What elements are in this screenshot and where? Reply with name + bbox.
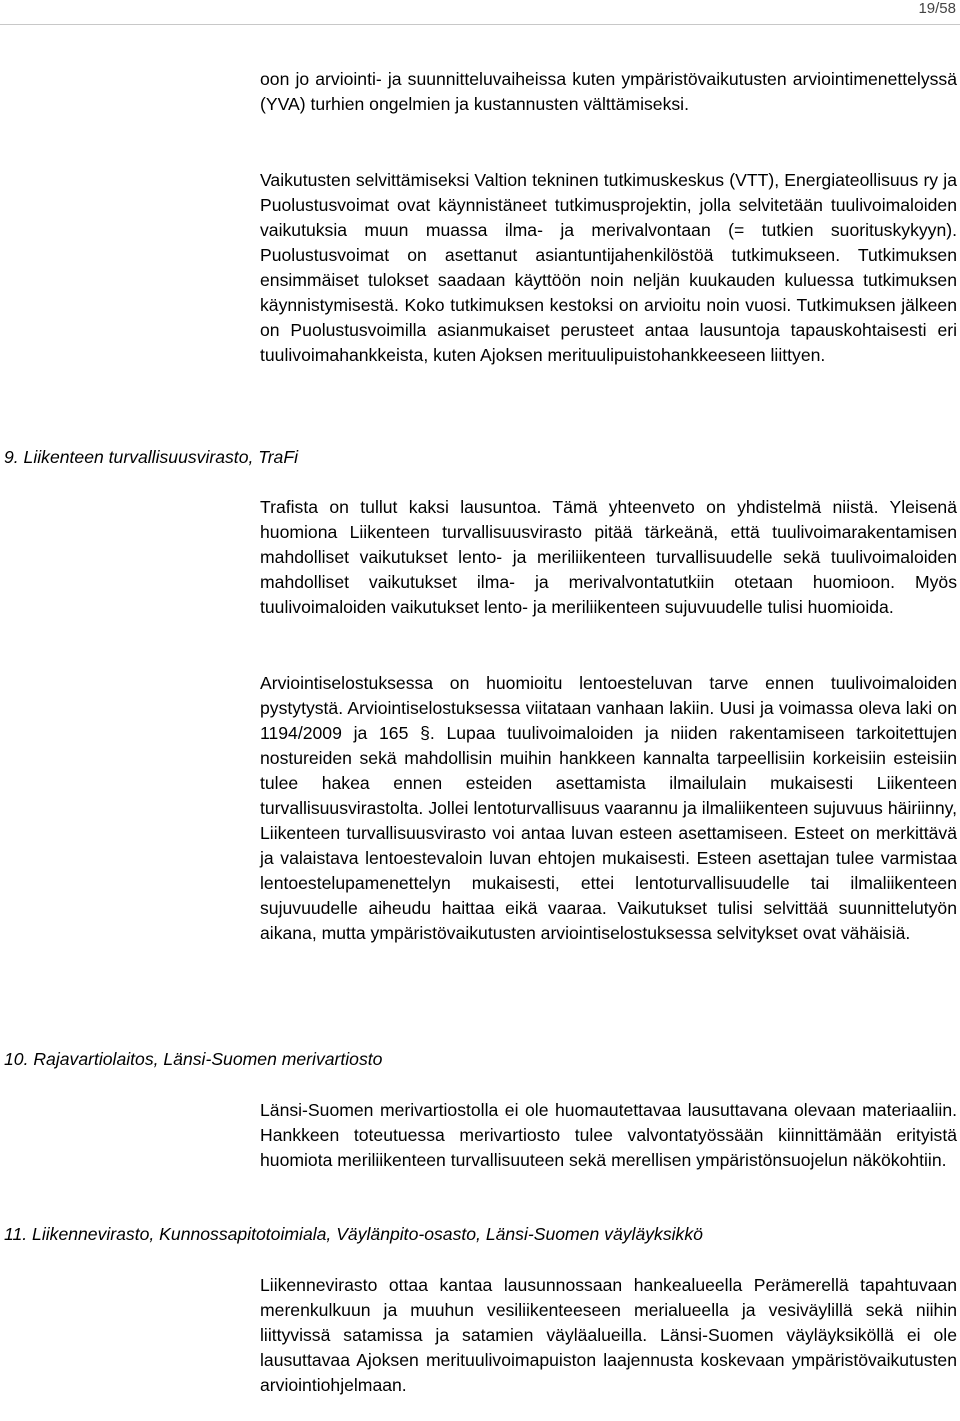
section-heading-trafi: 9. Liikenteen turvallisuusvirasto, TraFi (4, 447, 298, 467)
section-heading-transport-agency: 11. Liikennevirasto, Kunnossapitotoimiala, Väylänpito-osasto, Länsi-Suomen väyläyksikkö (4, 1224, 703, 1244)
header-divider (0, 24, 960, 25)
paragraph-obstacle-permit: Arviointiselostuksessa on huomioitu lentoesteluvan tarve ennen tuulivoimaloiden pystytystä. Arviointiselostuksessa viitataan vanhaan lakiin. Uusi ja voimassa oleva laki on 1194/2009 ja 165 §. Lupaa tuulivoimaloiden ja niiden rakentamiseen tarkoitettujen nostureiden sekä mahdollisin muihin hankkeen kannalta tarpeellisiin korkeisiin esteisiin tulee hakea ennen esteiden asettamista ilmailulain mukaisesti Liikenteen turvallisuusvirastolta. Jollei lentoturvallisuus vaarannu ja ilmaliikenteen sujuvuus häiriinny, Liikenteen turvallisuusvirasto voi antaa luvan esteen asettamiseen. Esteet on merkittävä ja valaistava lentoestevaloin luvan ehtojen mukaisesti. Esteen asettajan tulee varmistaa lentoestelupamenettelyn mukaisesti, ettei lentoturvallisuudelle tai ilmaliikenteen sujuvuudelle aiheudu haittaa eikä vaaraa. Vaikutukset tulisi selvittää suunnittelutyön aikana, mutta ympäristövaikutusten arviointiselostuksessa selvitykset ovat vähäisiä. (260, 673, 957, 943)
paragraph-coast-guard: Länsi-Suomen merivartiostolla ei ole huomautettavaa lausuttavana olevaan materiaaliin. Hankkeen toteutuessa merivartiosto tulee valvontatyössään kiinnittämään erityistä huomiota meriliikenteen turvallisuuteen sekä merellisen ympäristönsuojelun näkökohtiin. (260, 1100, 957, 1170)
page-number: 19/58 (918, 0, 956, 17)
section-heading-border-guard: 10. Rajavartiolaitos, Länsi-Suomen merivartiosto (4, 1049, 383, 1069)
paragraph-trafi-statements: Trafista on tullut kaksi lausuntoa. Tämä yhteenveto on yhdistelmä niistä. Yleisenä huomiona Liikenteen turvallisuusvirasto pitää tärkeänä, että tuulivoimarakentamisen mahdolliset vaikutukset lento- ja meriliikenteen turvallisuudelle sekä tuulivoimaloiden mahdolliset vaikutukset ilma- ja merivalvontatutkiin otetaan huomioon. Myös tuulivoimaloiden vaikutukset lento- ja meriliikenteen sujuvuudelle tulisi huomioida. (260, 497, 957, 617)
paragraph-yva-continuation: oon jo arviointi- ja suunnitteluvaiheissa kuten ympäristövaikutusten arviointimenettelyssä (YVA) turhien ongelmien ja kustannusten välttämiseksi. (260, 69, 957, 114)
paragraph-transport-agency: Liikennevirasto ottaa kantaa lausunnossaan hankealueella Perämerellä tapahtuvaan merenkulkuun ja muuhun vesiliikenteeseen merialueella ja vesiväylillä sekä niihin liittyvissä satamissa ja satamien väyläalueilla. Länsi-Suomen väyläyksiköllä ei ole lausuttavaa Ajoksen merituulivoimapuiston laajennusta koskevaan ympäristövaikutusten arviointiohjelmaan. (260, 1275, 957, 1395)
paragraph-vtt-research: Vaikutusten selvittämiseksi Valtion tekninen tutkimuskeskus (VTT), Energiateollisuus ry ja Puolustusvoimat ovat käynnistäneet tutkimusprojektin, jolla selvitetään tuulivoimaloiden vaikutuksia muun muassa ilma- ja merivalvontaan (= tutkien suorituskykyyn). Puolustusvoimat on asettanut asiantuntijahenkilöstöä tutkimukseen. Tutkimuksen ensimmäiset tulokset saadaan käyttöön noin neljän kuukauden kuluessa tutkimuksen käynnistymisestä. Koko tutkimuksen kestoksi on arvioitu noin vuosi. Tutkimuksen jälkeen on Puolustusvoimilla asianmukaiset perusteet antaa lausuntoja tapauskohtaisesti eri tuulivoimahankkeista, kuten Ajoksen merituulipuistohankkeeseen liittyen. (260, 170, 957, 365)
